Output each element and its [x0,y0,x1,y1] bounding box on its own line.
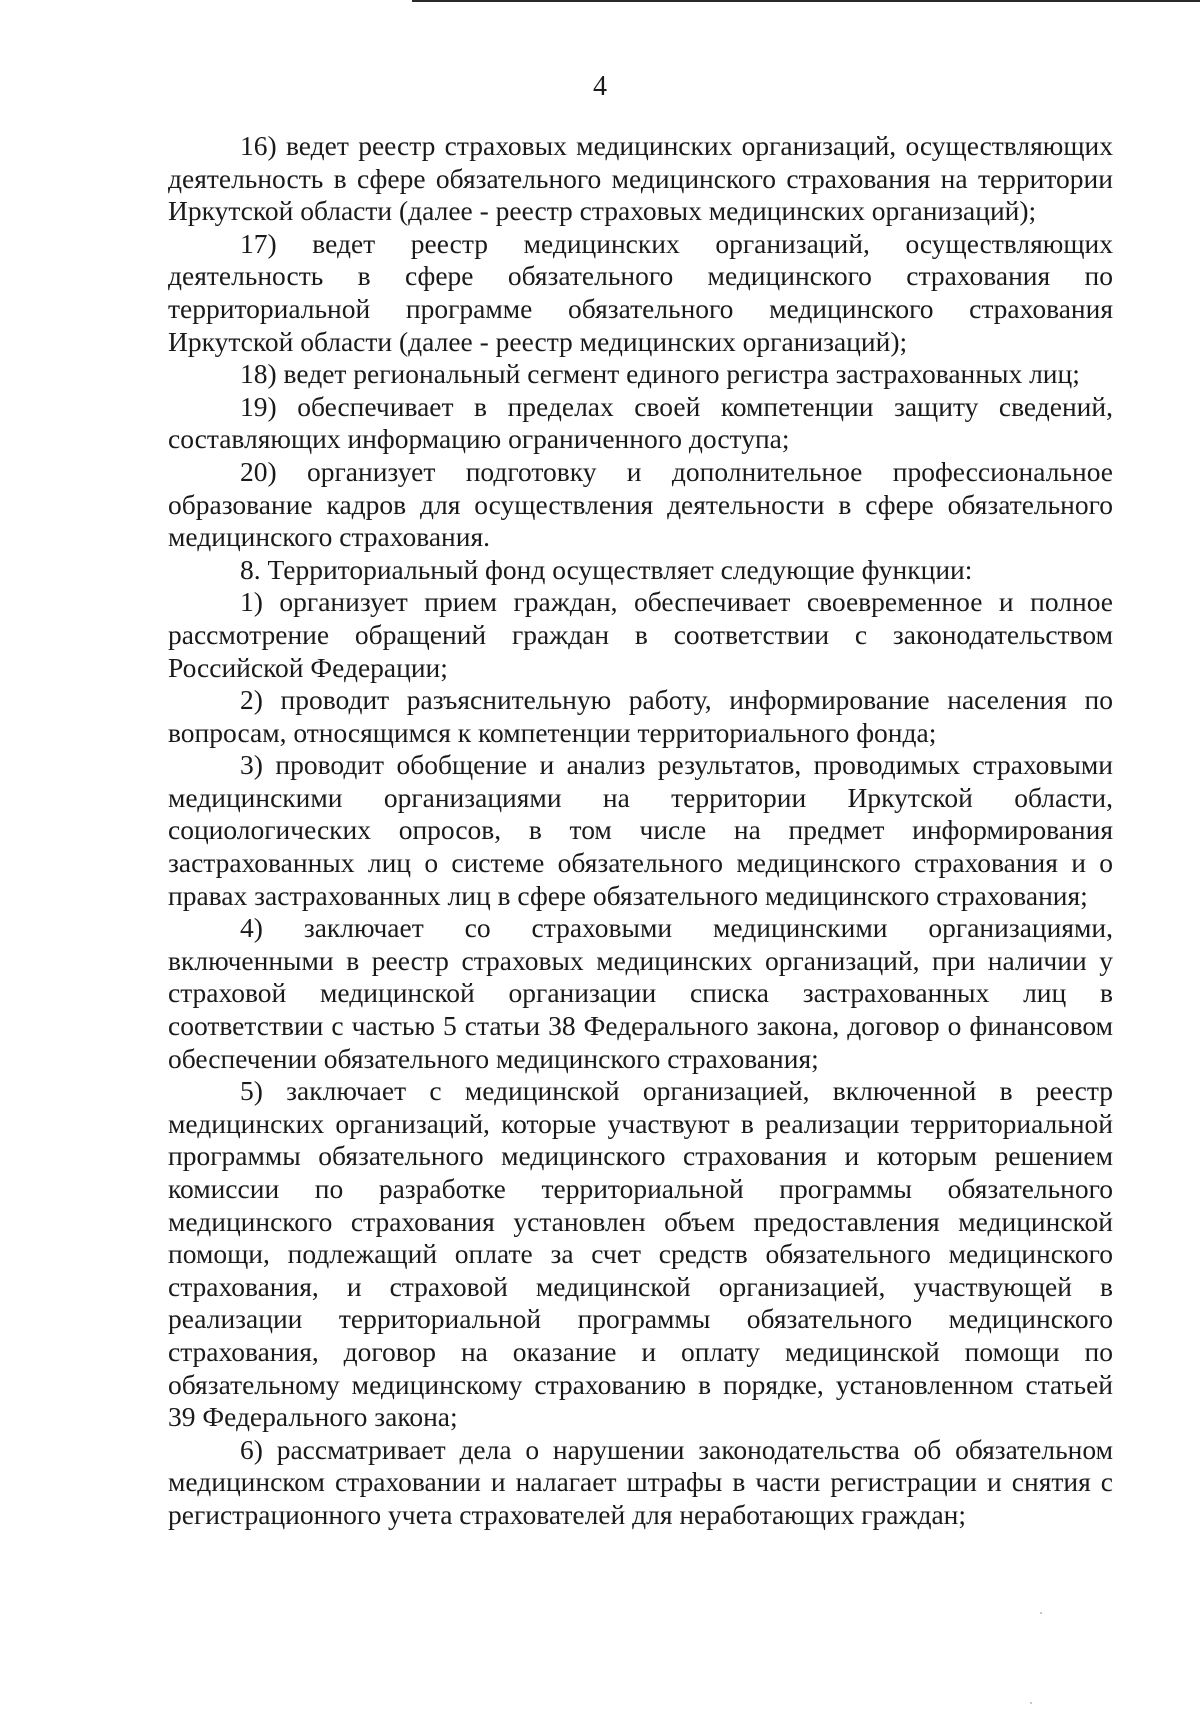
paragraph-item-19: 19) обеспечивает в пределах своей компетенции защиту сведений, составляющих информацию ограниченного доступа; [168,390,1113,455]
paragraph-function-3: 3) проводит обобщение и анализ результатов, проводимых страховыми медицинскими организациями на территории Иркутской области, социологических опросов, в том числе на предмет информирования застрахованных лиц о системе обязательного медицинского страхования и о правах застрахованных лиц в сфере обязательного медицинского страхования; [168,749,1113,911]
page-number: 4 [593,71,607,102]
paragraph-item-17: 17) ведет реестр медицинских организаций, осуществляющих деятельность в сфере обязательного медицинского страхования по территориальной программе обязательного медицинского страхования Иркутской области (далее - реестр медицинских организаций); [168,227,1113,357]
section-8-heading: 8. Территориальный фонд осуществляет следующие функции: [240,553,973,585]
paragraph-item-18: 18) ведет региональный сегмент единого регистра застрахованных лиц; [240,358,1080,390]
paragraph-function-4: 4) заключает со страховыми медицинскими организациями, включенными в реестр страховых медицинских организаций, при наличии у страховой медицинской организации списка застрахованных лиц в соответствии с частью 5 статьи 38 Федерального закона, договор о финансовом обеспечении обязательного медицинского страхования; [168,912,1113,1074]
scan-speck [1040,1612,1042,1614]
paragraph-function-6: 6) рассматривает дела о нарушении законодательства об обязательном медицинском страховании и налагает штрафы в части регистрации и снятия с регистрационного учета страхователей для неработающих граждан; [168,1433,1113,1530]
paragraph-function-1: 1) организует прием граждан, обеспечивает своевременное и полное рассмотрение обращений граждан в соответствии с законодательством Российской Федерации; [168,586,1113,683]
paragraph-item-20: 20) организует подготовку и дополнительное профессиональное образование кадров для осуществления деятельности в сфере обязательного медицинского страхования. [168,455,1113,553]
document-body [168,130,1113,1532]
paragraph-function-2: 2) проводит разъяснительную работу, информирование населения по вопросам, относящимся к компетенции территориального фонда; [168,684,1113,748]
scan-speck [1030,1702,1032,1704]
paragraph-function-5: 5) заключает с медицинской организацией, включенной в реестр медицинских организаций, которые участвуют в реализации территориальной программы обязательного медицинского страхования и которым решением комиссии по разработке территориальной программы обязательного медицинского страхования установлен объем предоставления медицинской помощи, подлежащий оплате за счет средств обязательного медицинского страхования, и страховой медицинской организацией, участвующей в реализации территориальной программы обязательного медицинского страхования, договор на оказание и оплату медицинской помощи по обязательному медицинскому страхованию в порядке, установленном статьей 39 Федерального закона; [168,1075,1113,1433]
paragraph-item-16: 16) ведет реестр страховых медицинских организаций, осуществляющих деятельность в сфере обязательного медицинского страхования на территории Иркутской области (далее - реестр страховых медицинских организаций); [168,130,1113,227]
top-rule [412,0,1200,2]
